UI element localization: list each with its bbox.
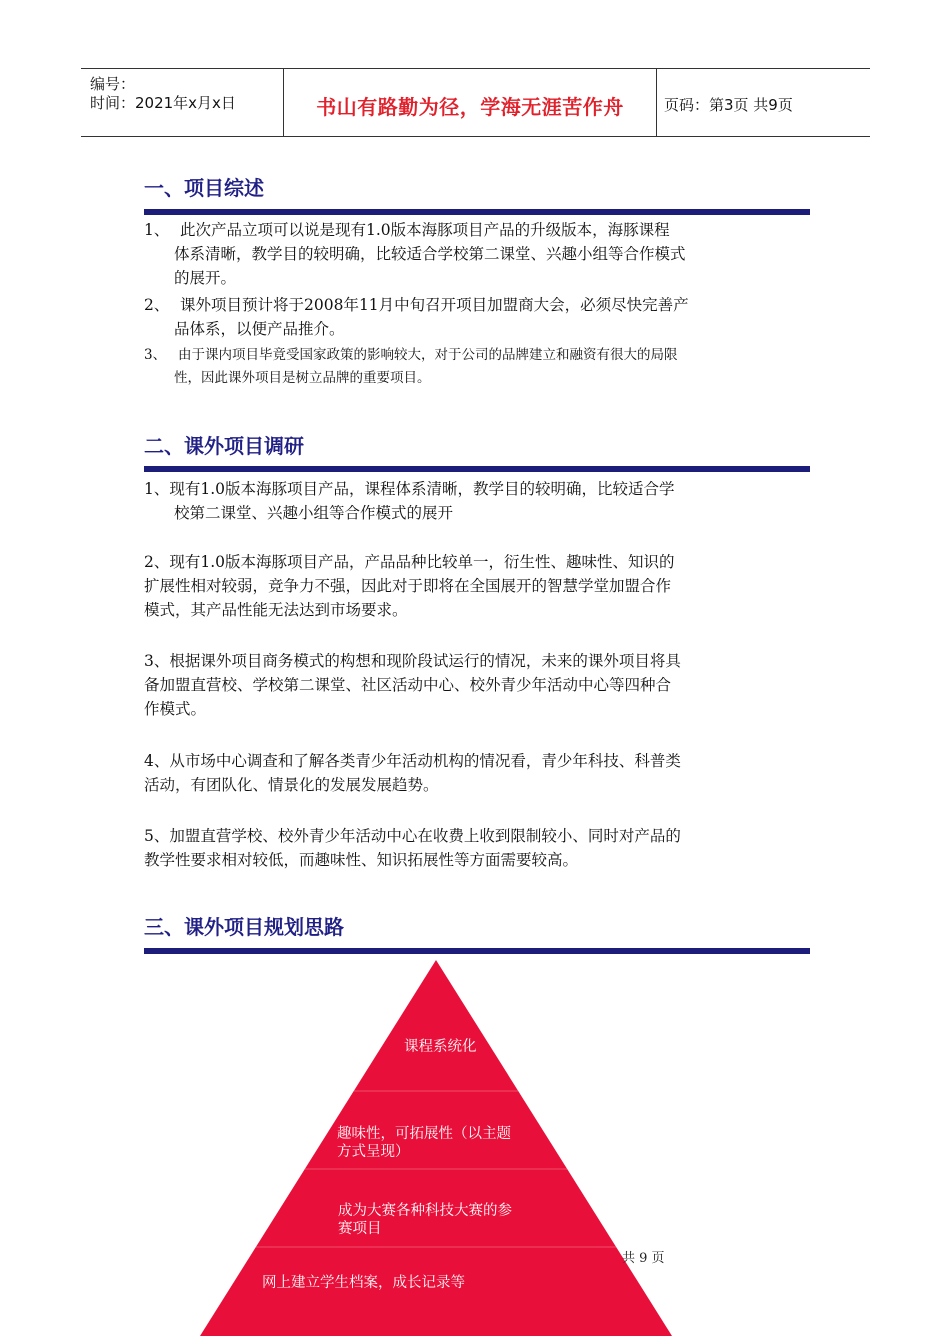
header-motto-cell <box>283 69 657 136</box>
pyramid-level-1: 课程系统化 <box>404 1039 477 1055</box>
para-line: 校第二课堂、兴趣小组等合作模式的展开 <box>174 504 454 522</box>
para-line: 2、现有1.0版本海豚项目产品，产品品种比较单一，衍生性、趣味性、知识的 <box>144 553 675 571</box>
para-line: 模式，其产品性能无法达到市场要求。 <box>144 601 408 619</box>
item-number: 2、 <box>144 296 170 314</box>
item-text: 性，因此课外项目是树立品牌的重要项目。 <box>174 370 431 386</box>
para-line: 4、从市场中心调查和了解各类青少年活动机构的情况看，青少年科技、科普类 <box>144 752 681 770</box>
page-header <box>81 68 870 137</box>
research-paragraph <box>144 477 812 525</box>
para-line: 3、根据课外项目商务模式的构想和现阶段试运行的情况，未来的课外项目将具 <box>144 652 681 670</box>
para-line: 1、现有1.0版本海豚项目产品，课程体系清晰，教学目的较明确，比较适合学 <box>144 480 675 498</box>
section-divider <box>144 466 810 472</box>
item-number: 3、 <box>144 347 167 363</box>
section-title-research: 二、课外项目调研 <box>144 434 304 458</box>
para-line: 作模式。 <box>144 700 207 718</box>
section-title-planning: 三、课外项目规划思路 <box>144 915 344 939</box>
section-divider <box>144 948 810 954</box>
header-meta <box>81 69 283 136</box>
section-title-overview: 一、项目综述 <box>144 176 264 200</box>
item-text: 品体系，以便产品推介。 <box>174 320 345 338</box>
para-line: 备加盟直营校、学校第二课堂、社区活动中心、校外青少年活动中心等四种合 <box>144 676 672 694</box>
research-paragraph <box>144 824 812 872</box>
item-text: 的展开。 <box>174 269 237 287</box>
research-paragraph <box>144 649 812 721</box>
time-label: 时间：2021年x月x日 <box>90 94 236 112</box>
research-paragraph <box>144 749 812 797</box>
footer-total-pages: 共 9 页 <box>622 1251 665 1266</box>
header-page-cell <box>656 69 870 136</box>
number-label: 编号： <box>90 75 136 93</box>
para-line: 教学性要求相对较低，而趣味性、知识拓展性等方面需要较高。 <box>144 851 579 869</box>
planning-pyramid <box>200 960 672 1336</box>
item-text: 此次产品立项可以说是现有1.0版本海豚项目产品的升级版本，海豚课程 <box>180 221 670 239</box>
item-text: 体系清晰，教学目的较明确，比较适合学校第二课堂、兴趣小组等合作模式 <box>174 245 686 263</box>
item-text: 由于课内项目毕竟受国家政策的影响较大，对于公司的品牌建立和融资有很大的局限 <box>178 347 678 363</box>
para-line: 扩展性相对较弱，竞争力不强，因此对于即将在全国展开的智慧学堂加盟合作 <box>144 577 672 595</box>
motto: 书山有路勤为径，学海无涯苦作舟 <box>316 95 624 119</box>
item-text: 课外项目预计将于2008年11月中旬召开项目加盟商大会，必须尽快完善产 <box>180 296 689 314</box>
pyramid-level-3: 成为大赛各种科技大赛的参 赛项目 <box>338 1203 512 1237</box>
section-divider <box>144 209 810 215</box>
para-line: 活动，有团队化、情景化的发展发展趋势。 <box>144 776 439 794</box>
page-info: 页码：第3页 共9页 <box>664 96 793 114</box>
pyramid-level-2: 趣味性，可拓展性（以主题 方式呈现） <box>337 1126 511 1160</box>
item-number: 1、 <box>144 221 170 239</box>
para-line: 5、加盟直营学校、校外青少年活动中心在收费上收到限制较小、同时对产品的 <box>144 827 681 845</box>
research-paragraph <box>144 550 812 622</box>
pyramid-level-4: 网上建立学生档案，成长记录等 <box>262 1275 465 1291</box>
